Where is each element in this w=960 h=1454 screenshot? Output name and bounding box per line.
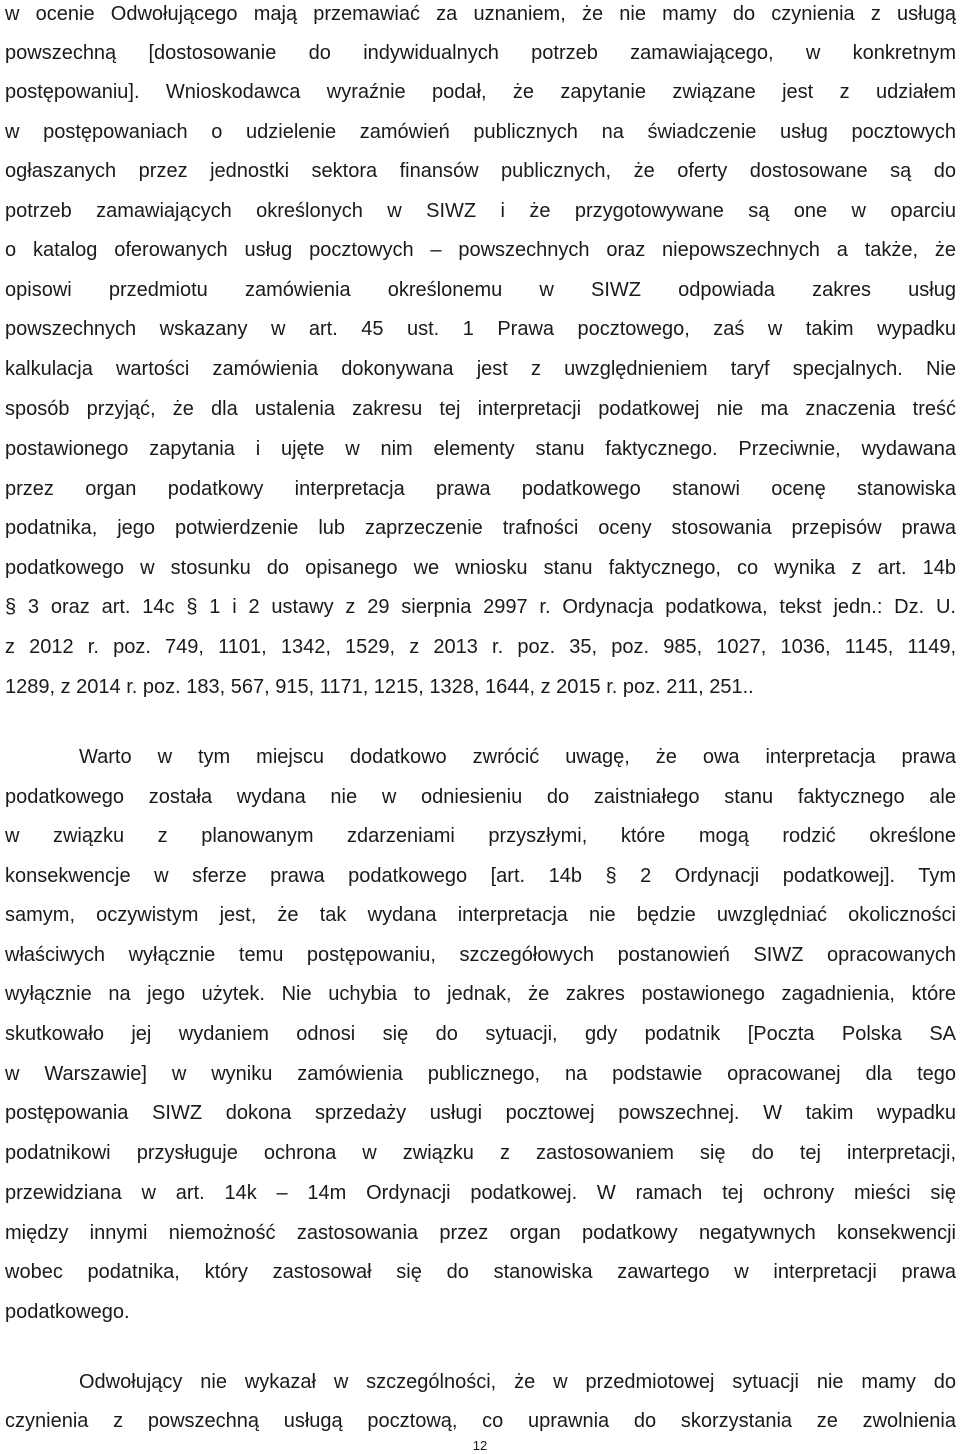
text-line: o katalog oferowanych usług pocztowych – powszechnych oraz niepowszechnych a także, że — [5, 239, 956, 261]
text-line: w związku z planowanym zdarzeniami przyszłymi, które mogą rodzić określone — [5, 825, 956, 847]
text-line: kalkulacja wartości zamówienia dokonywana jest z uwzględnieniem taryf specjalnych. Nie — [5, 358, 956, 380]
text-line: podatnikowi przysługuje ochrona w związku z zastosowaniem się do tej interpretacji, — [5, 1142, 956, 1164]
text-line: przewidziana w art. 14k – 14m Ordynacji podatkowej. W ramach tej ochrony mieści się — [5, 1182, 956, 1204]
text-line: podatkowego została wydana nie w odniesieniu do zaistniałego stanu faktycznego ale — [5, 786, 956, 808]
text-line: w ocenie Odwołującego mają przemawiać za uznaniem, że nie mamy do czynienia z usługą — [5, 3, 956, 25]
text-line: potrzeb zamawiających określonych w SIWZ i że przygotowywane są one w oparciu — [5, 200, 956, 222]
text-line: w Warszawie] w wyniku zamówienia publicznego, na podstawie opracowanej dla tego — [5, 1063, 956, 1085]
text-line: między innymi niemożność zastosowania przez organ podatkowy negatywnych konsekwencji — [5, 1222, 956, 1244]
text-line: § 3 oraz art. 14c § 1 i 2 ustawy z 29 sierpnia 2997 r. Ordynacja podatkowa, tekst jedn.: Dz. U. — [5, 596, 956, 618]
text-line: przez organ podatkowy interpretacja prawa podatkowego stanowi ocenę stanowiska — [5, 478, 956, 500]
text-line: z 2012 r. poz. 749, 1101, 1342, 1529, z 2013 r. poz. 35, poz. 985, 1027, 1036, 1145, 1149, — [5, 636, 956, 658]
text-line: konsekwencje w sferze prawa podatkowego [art. 14b § 2 Ordynacji podatkowej]. Tym — [5, 865, 956, 887]
document-page — [5, 0, 956, 1454]
text-line: czynienia z powszechną usługą pocztową, co uprawnia do skorzystania ze zwolnienia — [5, 1410, 956, 1432]
text-line: opisowi przedmiotu zamówienia określonemu w SIWZ odpowiada zakres usług — [5, 279, 956, 301]
text-line: skutkowało jej wydaniem odnosi się do sytuacji, gdy podatnik [Poczta Polska SA — [5, 1023, 956, 1045]
text-line: wyłącznie na jego użytek. Nie uchybia to jednak, że zakres postawionego zagadnienia, które — [5, 983, 956, 1005]
text-line: sposób przyjąć, że dla ustalenia zakresu tej interpretacji podatkowej nie ma znaczenia treść — [5, 398, 956, 420]
text-line: powszechną [dostosowanie do indywidualnych potrzeb zamawiającego, w konkretnym — [5, 42, 956, 64]
text-line: podatkowego w stosunku do opisanego we wniosku stanu faktycznego, co wynika z art. 14b — [5, 557, 956, 579]
text-line: 1289, z 2014 r. poz. 183, 567, 915, 1171, 1215, 1328, 1644, z 2015 r. poz. 211, 251.. — [5, 676, 754, 698]
page-number: 12 — [472, 1438, 488, 1453]
text-line: samym, oczywistym jest, że tak wydana interpretacja nie będzie uwzględniać okoliczności — [5, 904, 956, 926]
text-line: w postępowaniach o udzielenie zamówień publicznych na świadczenie usług pocztowych — [5, 121, 956, 143]
text-line: postępowania SIWZ dokona sprzedaży usługi pocztowej powszechnej. W takim wypadku — [5, 1102, 956, 1124]
text-line: podatnika, jego potwierdzenie lub zaprzeczenie trafności oceny stosowania przepisów prawa — [5, 517, 956, 539]
text-line: wobec podatnika, który zastosował się do stanowiska zawartego w interpretacji prawa — [5, 1261, 956, 1283]
text-line: postawionego zapytania i ujęte w nim elementy stanu faktycznego. Przeciwnie, wydawana — [5, 438, 956, 460]
text-line: Odwołujący nie wykazał w szczególności, że w przedmiotowej sytuacji nie mamy do — [79, 1371, 956, 1393]
text-line: ogłaszanych przez jednostki sektora finansów publicznych, że oferty dostosowane są do — [5, 160, 956, 182]
text-line: postępowaniu]. Wnioskodawca wyraźnie podał, że zapytanie związane jest z udziałem — [5, 81, 956, 103]
text-line: Warto w tym miejscu dodatkowo zwrócić uwagę, że owa interpretacja prawa — [79, 746, 956, 768]
text-line: powszechnych wskazany w art. 45 ust. 1 Prawa pocztowego, zaś w takim wypadku — [5, 318, 956, 340]
text-line: właściwych wyłącznie temu postępowaniu, szczegółowych postanowień SIWZ opracowanych — [5, 944, 956, 966]
text-line: podatkowego. — [5, 1301, 130, 1323]
